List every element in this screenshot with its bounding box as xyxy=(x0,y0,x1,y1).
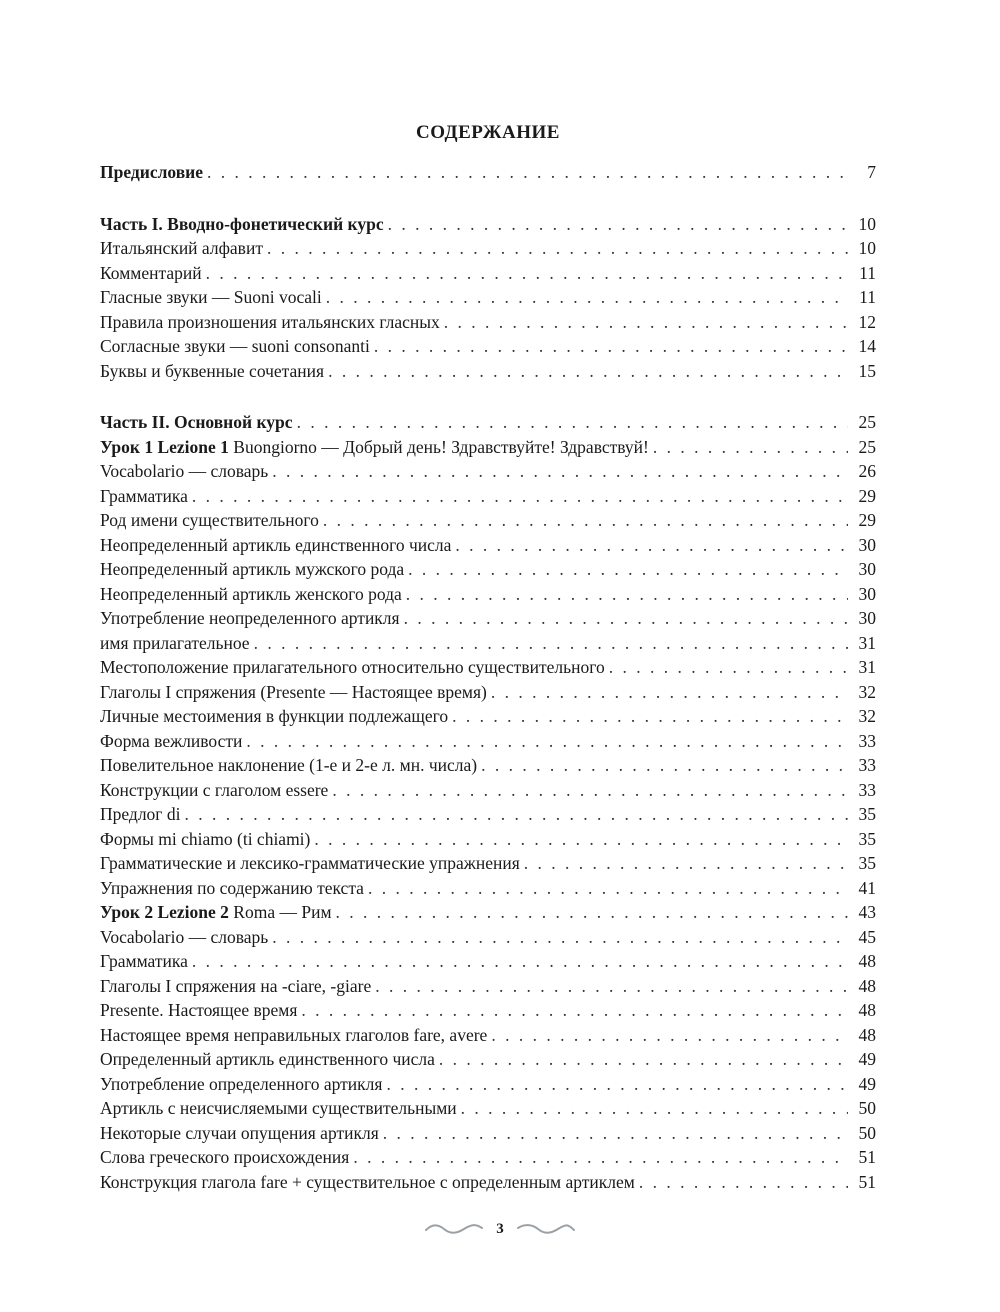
toc-entry[interactable] xyxy=(100,459,876,484)
toc-entry[interactable] xyxy=(100,410,876,435)
toc-entry-label xyxy=(100,557,404,582)
toc-entry-label xyxy=(100,1170,635,1195)
toc-entry-page-number: 32 xyxy=(858,681,876,702)
toc-entry-label xyxy=(100,310,440,335)
toc-entry[interactable] xyxy=(100,310,876,335)
toc-entry-page-number: 12 xyxy=(858,311,876,332)
toc-entry-label xyxy=(100,778,328,803)
toc-entry[interactable] xyxy=(100,606,876,631)
toc-entry-page-number: 32 xyxy=(858,706,876,726)
toc-entry[interactable] xyxy=(100,582,876,607)
toc-entry[interactable] xyxy=(100,876,876,901)
dot-leader xyxy=(192,484,848,509)
toc-entry-page-number: 10 xyxy=(858,213,876,234)
toc-entry-page-number: 48 xyxy=(858,1024,876,1045)
dot-leader xyxy=(267,236,848,261)
toc-entry-text: Конструкции с глаголом essere xyxy=(100,779,329,800)
toc-entry[interactable] xyxy=(100,680,876,705)
toc-entry-text: Комментарий xyxy=(100,262,202,283)
toc-entry-label xyxy=(100,236,263,261)
dot-leader xyxy=(639,1170,848,1195)
toc-entry-text: имя прилагательное xyxy=(100,632,250,653)
toc-entry[interactable] xyxy=(100,261,876,286)
wave-ornament-left-icon xyxy=(424,1223,484,1235)
toc-entry-page-number: 30 xyxy=(858,583,876,604)
toc-entry[interactable] xyxy=(100,1096,876,1121)
toc-entry-page-number: 14 xyxy=(858,336,876,356)
toc-entry-label xyxy=(100,508,319,533)
toc-entry-text: Повелительное наклонение (1-е и 2-е л. мн. числа) xyxy=(100,755,478,775)
toc-entry[interactable] xyxy=(100,1023,876,1048)
dot-leader xyxy=(408,557,848,582)
toc-entry-page-number: 35 xyxy=(858,853,876,873)
toc-entry-page-number: 25 xyxy=(858,412,876,432)
toc-entry-label xyxy=(100,802,180,827)
toc-entry-page-number: 31 xyxy=(858,632,876,653)
dot-leader xyxy=(314,827,848,852)
toc-entry-text: Употребление определенного артикля xyxy=(100,1073,383,1094)
toc-entry-text: Согласные звуки — suoni consonanti xyxy=(100,336,370,356)
toc-entry-text: Неопределенный артикль мужского рода xyxy=(100,559,405,579)
toc-entry-label xyxy=(100,851,520,876)
toc-entry[interactable] xyxy=(100,1170,876,1195)
page-title: СОДЕРЖАНИЕ xyxy=(416,122,560,143)
toc-entry-text: Roma — Рим xyxy=(228,902,332,922)
toc-entry-page-number: 50 xyxy=(858,1122,876,1143)
toc-entry-label xyxy=(100,655,605,680)
toc-entry-text: Упражнения по содержанию текста xyxy=(100,877,364,898)
toc-entry-page-number: 25 xyxy=(858,436,876,457)
toc-entry-label xyxy=(100,334,370,359)
toc-entry[interactable] xyxy=(100,557,876,582)
toc-entry-text: Неопределенный артикль женского рода xyxy=(100,583,402,604)
dot-leader xyxy=(452,704,848,729)
toc-entry-text: Правила произношения итальянских гласных xyxy=(100,311,440,332)
toc-entry-text: Буквы и буквенные сочетания xyxy=(100,360,325,381)
toc-entry-text: Presente. Настоящее время xyxy=(100,1000,298,1020)
toc-entry-label xyxy=(100,212,384,237)
toc-entry-label xyxy=(100,261,202,286)
toc-entry-page-number: 10 xyxy=(858,238,876,258)
toc-entry-text: Грамматические и лексико-грамматические упражнения xyxy=(100,853,520,873)
toc-entry-label xyxy=(100,998,297,1023)
section-gap xyxy=(100,383,876,410)
toc-entry-text: Род имени существительного xyxy=(100,510,319,530)
dot-leader xyxy=(184,802,848,827)
toc-entry[interactable] xyxy=(100,925,876,950)
toc-entry-label xyxy=(100,876,364,901)
dot-leader xyxy=(439,1047,848,1072)
toc-entry-text: Некоторые случаи опущения артикля xyxy=(100,1122,379,1143)
toc-entry-page-number: 43 xyxy=(858,902,876,922)
toc-entry-label xyxy=(100,753,477,778)
toc-entry-page-number: 35 xyxy=(858,828,876,849)
toc-entry-page-number: 51 xyxy=(858,1171,876,1192)
dot-leader xyxy=(491,680,848,705)
toc-entry-label xyxy=(100,925,268,950)
toc-entry[interactable] xyxy=(100,1047,876,1072)
toc-entry[interactable] xyxy=(100,334,876,359)
toc-entry-label xyxy=(100,827,310,852)
toc-entry-label xyxy=(100,160,203,185)
page-number: 3 xyxy=(496,1220,504,1237)
toc-entry-text: Артикль с неисчисляемыми существительными xyxy=(100,1098,457,1118)
toc-entry-page-number: 30 xyxy=(858,559,876,579)
dot-leader xyxy=(206,261,848,286)
toc-entry-page-number: 29 xyxy=(858,510,876,530)
toc-entry-page-number: 31 xyxy=(858,657,876,677)
toc-entry-label xyxy=(100,1121,379,1146)
toc-entry-text: Форма вежливости xyxy=(100,730,243,751)
dot-leader xyxy=(272,925,848,950)
toc-entry[interactable] xyxy=(100,655,876,680)
toc-entry-page-number: 48 xyxy=(858,1000,876,1020)
toc-entry-text: Гласные звуки — Suoni vocali xyxy=(100,287,322,307)
toc-entry-page-number: 30 xyxy=(858,608,876,628)
toc-entry-text: Vocabolario — словарь xyxy=(100,461,269,481)
toc-entry-page-number: 48 xyxy=(858,975,876,996)
toc-entry-bold-label: Часть II. Основной курс xyxy=(100,412,293,432)
dot-leader xyxy=(383,1121,848,1146)
dot-leader xyxy=(328,359,848,384)
toc-entry[interactable] xyxy=(100,778,876,803)
toc-entry-page-number: 45 xyxy=(858,926,876,947)
dot-leader xyxy=(653,435,848,460)
toc-entry-page-number: 49 xyxy=(858,1073,876,1094)
toc-entry-label xyxy=(100,484,188,509)
toc-entry-page-number: 30 xyxy=(858,534,876,555)
toc-entry-label xyxy=(100,949,188,974)
toc-entry-label xyxy=(100,533,451,558)
toc-entry-label xyxy=(100,459,268,484)
dot-leader xyxy=(332,778,848,803)
dot-leader xyxy=(386,1072,848,1097)
toc-entry-label xyxy=(100,729,242,754)
toc-entry-text: Слова греческого происхождения xyxy=(100,1147,350,1167)
toc-entry-page-number: 33 xyxy=(858,730,876,751)
dot-leader xyxy=(326,285,848,310)
toc-entry-label xyxy=(100,704,448,729)
dot-leader xyxy=(192,949,848,974)
toc-entry-text: Vocabolario — словарь xyxy=(100,926,269,947)
toc-entry[interactable] xyxy=(100,974,876,999)
toc-entry[interactable] xyxy=(100,949,876,974)
table-of-contents xyxy=(100,112,876,1194)
toc-entry-text: Конструкция глагола fare + существительное с определенным артиклем xyxy=(100,1171,635,1192)
toc-entry-label xyxy=(100,680,487,705)
toc-entry-page-number: 35 xyxy=(858,804,876,824)
toc-entry[interactable] xyxy=(100,753,876,778)
toc-entry-page-number: 11 xyxy=(859,262,876,283)
dot-leader xyxy=(524,851,848,876)
toc-entry[interactable] xyxy=(100,533,876,558)
dot-leader xyxy=(444,310,848,335)
toc-entry-bold-label: Урок 1 Lezione 1 xyxy=(100,436,229,457)
dot-leader xyxy=(455,533,848,558)
toc-entry[interactable] xyxy=(100,212,876,237)
toc-list xyxy=(100,160,876,1194)
toc-entry[interactable] xyxy=(100,160,876,185)
toc-entry-page-number: 33 xyxy=(858,779,876,800)
dot-leader xyxy=(323,508,848,533)
toc-entry-text: Предлог di xyxy=(100,804,181,824)
dot-leader xyxy=(301,998,848,1023)
dot-leader xyxy=(374,334,848,359)
toc-entry-text: Глаголы I спряжения на -ciare, -giare xyxy=(100,975,372,996)
toc-entry-page-number: 50 xyxy=(858,1098,876,1118)
toc-entry-text: Грамматика xyxy=(100,951,188,971)
toc-entry-label xyxy=(100,582,402,607)
toc-entry-page-number: 26 xyxy=(858,461,876,481)
toc-entry[interactable] xyxy=(100,900,876,925)
toc-entry[interactable] xyxy=(100,998,876,1023)
section-gap xyxy=(100,185,876,212)
toc-entry-text: Настоящее время неправильных глаголов fare, avere xyxy=(100,1024,488,1045)
toc-entry-text: Глаголы I спряжения (Presente — Настоящее время) xyxy=(100,681,487,702)
wave-ornament-right-icon xyxy=(516,1223,576,1235)
toc-entry-text: Итальянский алфавит xyxy=(100,238,263,258)
toc-entry-text: Определенный артикль единственного числа xyxy=(100,1049,435,1069)
toc-entry-bold-label: Урок 2 Lezione 2 xyxy=(100,902,229,922)
toc-entry-label xyxy=(100,900,332,925)
toc-entry-label xyxy=(100,1072,382,1097)
toc-entry[interactable] xyxy=(100,236,876,261)
dot-leader xyxy=(481,753,848,778)
toc-entry-page-number: 33 xyxy=(858,755,876,775)
toc-entry[interactable] xyxy=(100,827,876,852)
dot-leader xyxy=(388,212,848,237)
toc-entry-page-number: 51 xyxy=(858,1147,876,1167)
dot-leader xyxy=(368,876,848,901)
toc-entry[interactable] xyxy=(100,1121,876,1146)
dot-leader xyxy=(272,459,848,484)
dot-leader xyxy=(406,582,848,607)
toc-entry-page-number: 11 xyxy=(859,287,876,307)
toc-entry-page-number: 29 xyxy=(858,485,876,506)
toc-entry-text: Неопределенный артикль единственного числа xyxy=(100,534,452,555)
toc-entry[interactable] xyxy=(100,1145,876,1170)
toc-entry-label xyxy=(100,606,400,631)
toc-entry-label xyxy=(100,631,250,656)
toc-entry-label xyxy=(100,285,322,310)
toc-entry-label xyxy=(100,1096,457,1121)
toc-entry-page-number: 15 xyxy=(858,360,876,381)
dot-leader xyxy=(207,160,848,185)
toc-entry[interactable] xyxy=(100,285,876,310)
dot-leader xyxy=(609,655,848,680)
toc-entry-text: Употребление неопределенного артикля xyxy=(100,608,400,628)
page-footer xyxy=(0,1214,1000,1244)
toc-entry-text: Buongiorno — Добрый день! Здравствуйте! Здравствуй! xyxy=(228,436,649,457)
toc-entry[interactable] xyxy=(100,802,876,827)
dot-leader xyxy=(246,729,848,754)
toc-entry-text: Личные местоимения в функции подлежащего xyxy=(100,706,449,726)
dot-leader xyxy=(461,1096,848,1121)
toc-entry-page-number: 48 xyxy=(858,951,876,971)
toc-entry-label xyxy=(100,1145,349,1170)
toc-entry-page-number: 49 xyxy=(858,1049,876,1069)
toc-entry-text: Формы mi chiamo (ti chiami) xyxy=(100,828,311,849)
toc-entry[interactable] xyxy=(100,704,876,729)
toc-entry[interactable] xyxy=(100,508,876,533)
dot-leader xyxy=(491,1023,848,1048)
toc-entry[interactable] xyxy=(100,631,876,656)
toc-entry[interactable] xyxy=(100,435,876,460)
toc-entry-label xyxy=(100,1023,487,1048)
toc-entry-page-number: 7 xyxy=(867,162,876,182)
dot-leader xyxy=(375,974,848,999)
toc-entry-text: Местоположение прилагательного относительно существительного xyxy=(100,657,605,677)
toc-entry-label xyxy=(100,974,371,999)
toc-entry-text: Грамматика xyxy=(100,485,188,506)
toc-entry-label xyxy=(100,359,324,384)
dot-leader xyxy=(297,410,848,435)
toc-entry-label xyxy=(100,1047,435,1072)
toc-entry[interactable] xyxy=(100,484,876,509)
dot-leader xyxy=(353,1145,848,1170)
toc-entry-page-number: 41 xyxy=(858,877,876,898)
toc-entry[interactable] xyxy=(100,1072,876,1097)
dot-leader xyxy=(404,606,848,631)
toc-entry-label xyxy=(100,435,649,460)
toc-entry-label xyxy=(100,410,293,435)
dot-leader xyxy=(336,900,848,925)
toc-entry-bold-label: Предисловие xyxy=(100,162,204,182)
dot-leader xyxy=(254,631,848,656)
toc-entry-bold-label: Часть I. Вводно-фонетический курс xyxy=(100,213,384,234)
toc-entry[interactable] xyxy=(100,851,876,876)
toc-entry[interactable] xyxy=(100,729,876,754)
toc-entry[interactable] xyxy=(100,359,876,384)
